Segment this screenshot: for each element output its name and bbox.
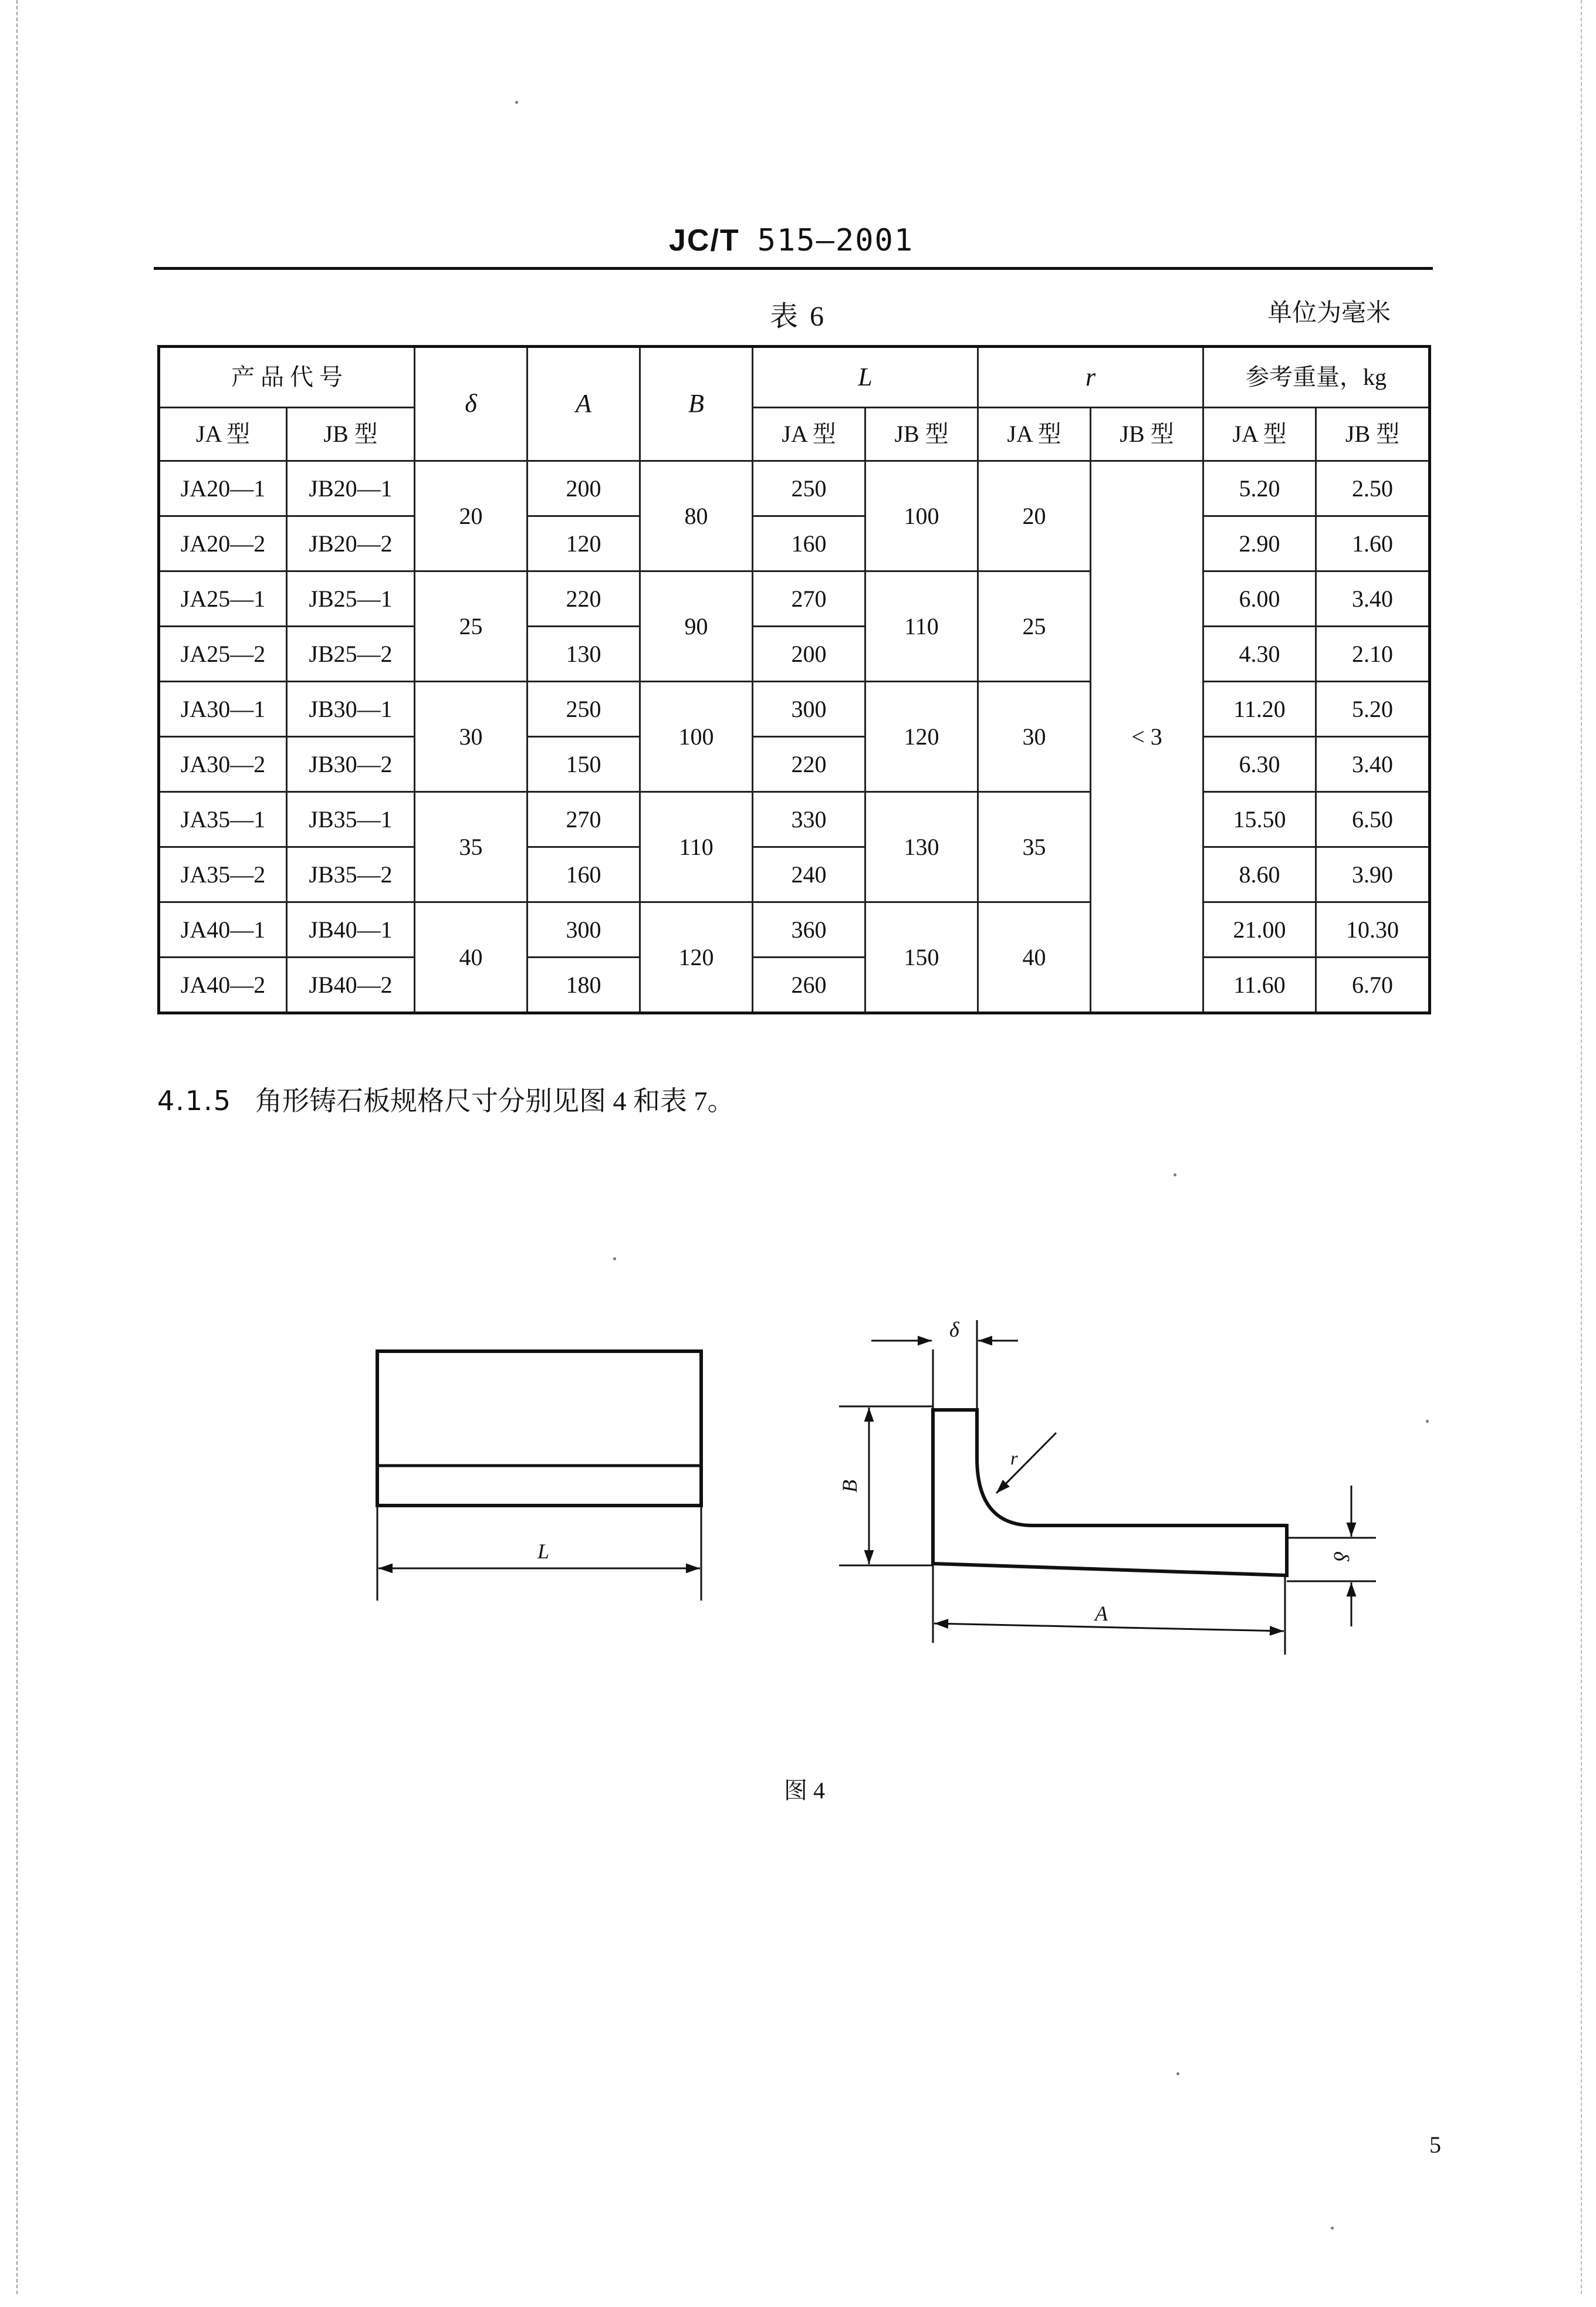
scan-speck	[1331, 2227, 1334, 2230]
cell-b: 80	[640, 461, 753, 571]
cell-weight-ja: 11.60	[1203, 958, 1316, 1013]
header-l-ja: JA 型	[753, 408, 865, 461]
cell-weight-ja: 4.30	[1203, 627, 1316, 682]
cell-a: 150	[528, 737, 640, 792]
cell-l-ja: 240	[753, 847, 865, 902]
header-weight-ja: JA 型	[1203, 408, 1316, 461]
cell-r-ja: 20	[978, 461, 1091, 571]
unit-note: 单位为毫米	[1267, 300, 1391, 327]
cell-jb-code: JB35—1	[287, 792, 415, 847]
standard-number: 515—2001	[757, 223, 914, 258]
cell-jb-code: JB40—2	[287, 958, 415, 1013]
cell-jb-code: JB40—1	[287, 902, 415, 958]
cell-a: 130	[528, 627, 640, 682]
cell-jb-code: JB30—2	[287, 737, 415, 792]
cell-weight-jb: 10.30	[1316, 902, 1430, 958]
cell-l-ja: 220	[753, 737, 865, 792]
cell-ja-code: JA35—1	[159, 792, 287, 847]
header-b: B	[640, 347, 753, 461]
cell-l-ja: 200	[753, 627, 865, 682]
cell-weight-jb: 3.40	[1316, 571, 1430, 627]
cell-weight-ja: 5.20	[1203, 461, 1316, 516]
table-caption: 表 6	[770, 301, 827, 332]
cell-jb-code: JB25—1	[287, 571, 415, 627]
cell-weight-jb: 1.60	[1316, 516, 1430, 571]
angle-profile	[933, 1410, 1287, 1575]
cell-r-ja: 30	[978, 682, 1091, 792]
cell-l-jb: 130	[865, 792, 978, 902]
cell-jb-code: JB30—1	[287, 682, 415, 737]
cell-a: 180	[528, 958, 640, 1013]
cell-weight-ja: 8.60	[1203, 847, 1316, 902]
page-number: 5	[1429, 2132, 1441, 2158]
scan-speck	[515, 101, 518, 104]
cell-weight-ja: 11.20	[1203, 682, 1316, 737]
cell-l-ja: 260	[753, 958, 865, 1013]
cell-delta: 25	[415, 571, 528, 682]
dimension-delta-top	[871, 1320, 1018, 1410]
dimension-r	[996, 1433, 1056, 1493]
cell-weight-ja: 6.30	[1203, 737, 1316, 792]
header-code-ja: JA 型	[159, 408, 287, 461]
label-a: A	[1095, 1602, 1108, 1625]
cell-weight-ja: 6.00	[1203, 571, 1316, 627]
cell-ja-code: JA20—2	[159, 516, 287, 571]
header-r-ja: JA 型	[978, 408, 1091, 461]
cell-l-jb: 150	[865, 902, 978, 1013]
cell-ja-code: JA25—2	[159, 627, 287, 682]
figure-caption: 图 4	[784, 1777, 825, 1804]
scan-speck	[1176, 2072, 1179, 2075]
section-number: 4.1.5	[157, 1085, 232, 1117]
cell-weight-jb: 3.40	[1316, 737, 1430, 792]
header-delta: δ	[415, 347, 528, 461]
cell-a: 270	[528, 792, 640, 847]
label-r: r	[1010, 1447, 1018, 1469]
cell-a: 220	[528, 571, 640, 627]
scan-speck	[613, 1257, 616, 1260]
label-b: B	[838, 1480, 861, 1493]
label-delta-right: δ	[1330, 1551, 1353, 1561]
cell-a: 200	[528, 461, 640, 516]
cell-ja-code: JA30—2	[159, 737, 287, 792]
cell-b: 120	[640, 902, 753, 1013]
cell-weight-jb: 3.90	[1316, 847, 1430, 902]
cell-a: 300	[528, 902, 640, 958]
label-delta-top: δ	[949, 1318, 959, 1341]
header-code-jb: JB 型	[287, 408, 415, 461]
cell-delta: 35	[415, 792, 528, 902]
cell-b: 110	[640, 792, 753, 902]
header-l-jb: JB 型	[865, 408, 978, 461]
cell-weight-jb: 2.10	[1316, 627, 1430, 682]
cell-l-ja: 330	[753, 792, 865, 847]
cell-l-jb: 100	[865, 461, 978, 571]
cell-a: 250	[528, 682, 640, 737]
cell-r-jb: < 3	[1091, 461, 1203, 1013]
header-a: A	[528, 347, 640, 461]
cell-jb-code: JB20—2	[287, 516, 415, 571]
cell-ja-code: JA40—2	[159, 958, 287, 1013]
cell-b: 90	[640, 571, 753, 682]
cell-l-ja: 360	[753, 902, 865, 958]
cell-l-jb: 120	[865, 682, 978, 792]
cell-l-ja: 270	[753, 571, 865, 627]
label-l: L	[537, 1540, 550, 1563]
cell-weight-ja: 2.90	[1203, 516, 1316, 571]
cell-l-ja: 250	[753, 461, 865, 516]
cell-l-ja: 300	[753, 682, 865, 737]
cell-r-ja: 35	[978, 792, 1091, 902]
header-l: L	[753, 347, 978, 408]
cell-weight-ja: 15.50	[1203, 792, 1316, 847]
cell-weight-jb: 6.50	[1316, 792, 1430, 847]
header-r-jb: JB 型	[1091, 408, 1203, 461]
scan-speck	[1174, 1173, 1176, 1176]
header-product-code: 产 品 代 号	[159, 347, 415, 408]
cell-b: 100	[640, 682, 753, 792]
cell-ja-code: JA30—1	[159, 682, 287, 737]
cell-r-ja: 40	[978, 902, 1091, 1013]
cell-ja-code: JA25—1	[159, 571, 287, 627]
scan-speck	[1426, 1420, 1429, 1423]
cell-l-jb: 110	[865, 571, 978, 682]
cell-jb-code: JB25—2	[287, 627, 415, 682]
front-view-plate	[377, 1351, 701, 1506]
header-r: r	[978, 347, 1203, 408]
cell-ja-code: JA35—2	[159, 847, 287, 902]
cell-a: 120	[528, 516, 640, 571]
cell-weight-jb: 5.20	[1316, 682, 1430, 737]
dimension-a	[933, 1564, 1285, 1655]
cell-r-ja: 25	[978, 571, 1091, 682]
cell-delta: 20	[415, 461, 528, 571]
cell-delta: 40	[415, 902, 528, 1013]
cell-weight-jb: 6.70	[1316, 958, 1430, 1013]
header-weight-jb: JB 型	[1316, 408, 1430, 461]
cell-delta: 30	[415, 682, 528, 792]
clause-text: 角形铸石板规格尺寸分别见图 4 和表 7。	[255, 1086, 735, 1116]
cell-jb-code: JB35—2	[287, 847, 415, 902]
standard-code: JC/T	[669, 224, 740, 258]
cell-weight-jb: 2.50	[1316, 461, 1430, 516]
cell-weight-ja: 21.00	[1203, 902, 1316, 958]
cell-a: 160	[528, 847, 640, 902]
cell-l-ja: 160	[753, 516, 865, 571]
header-weight: 参考重量，kg	[1203, 347, 1430, 408]
cell-jb-code: JB20—1	[287, 461, 415, 516]
cell-ja-code: JA20—1	[159, 461, 287, 516]
cell-ja-code: JA40—1	[159, 902, 287, 958]
